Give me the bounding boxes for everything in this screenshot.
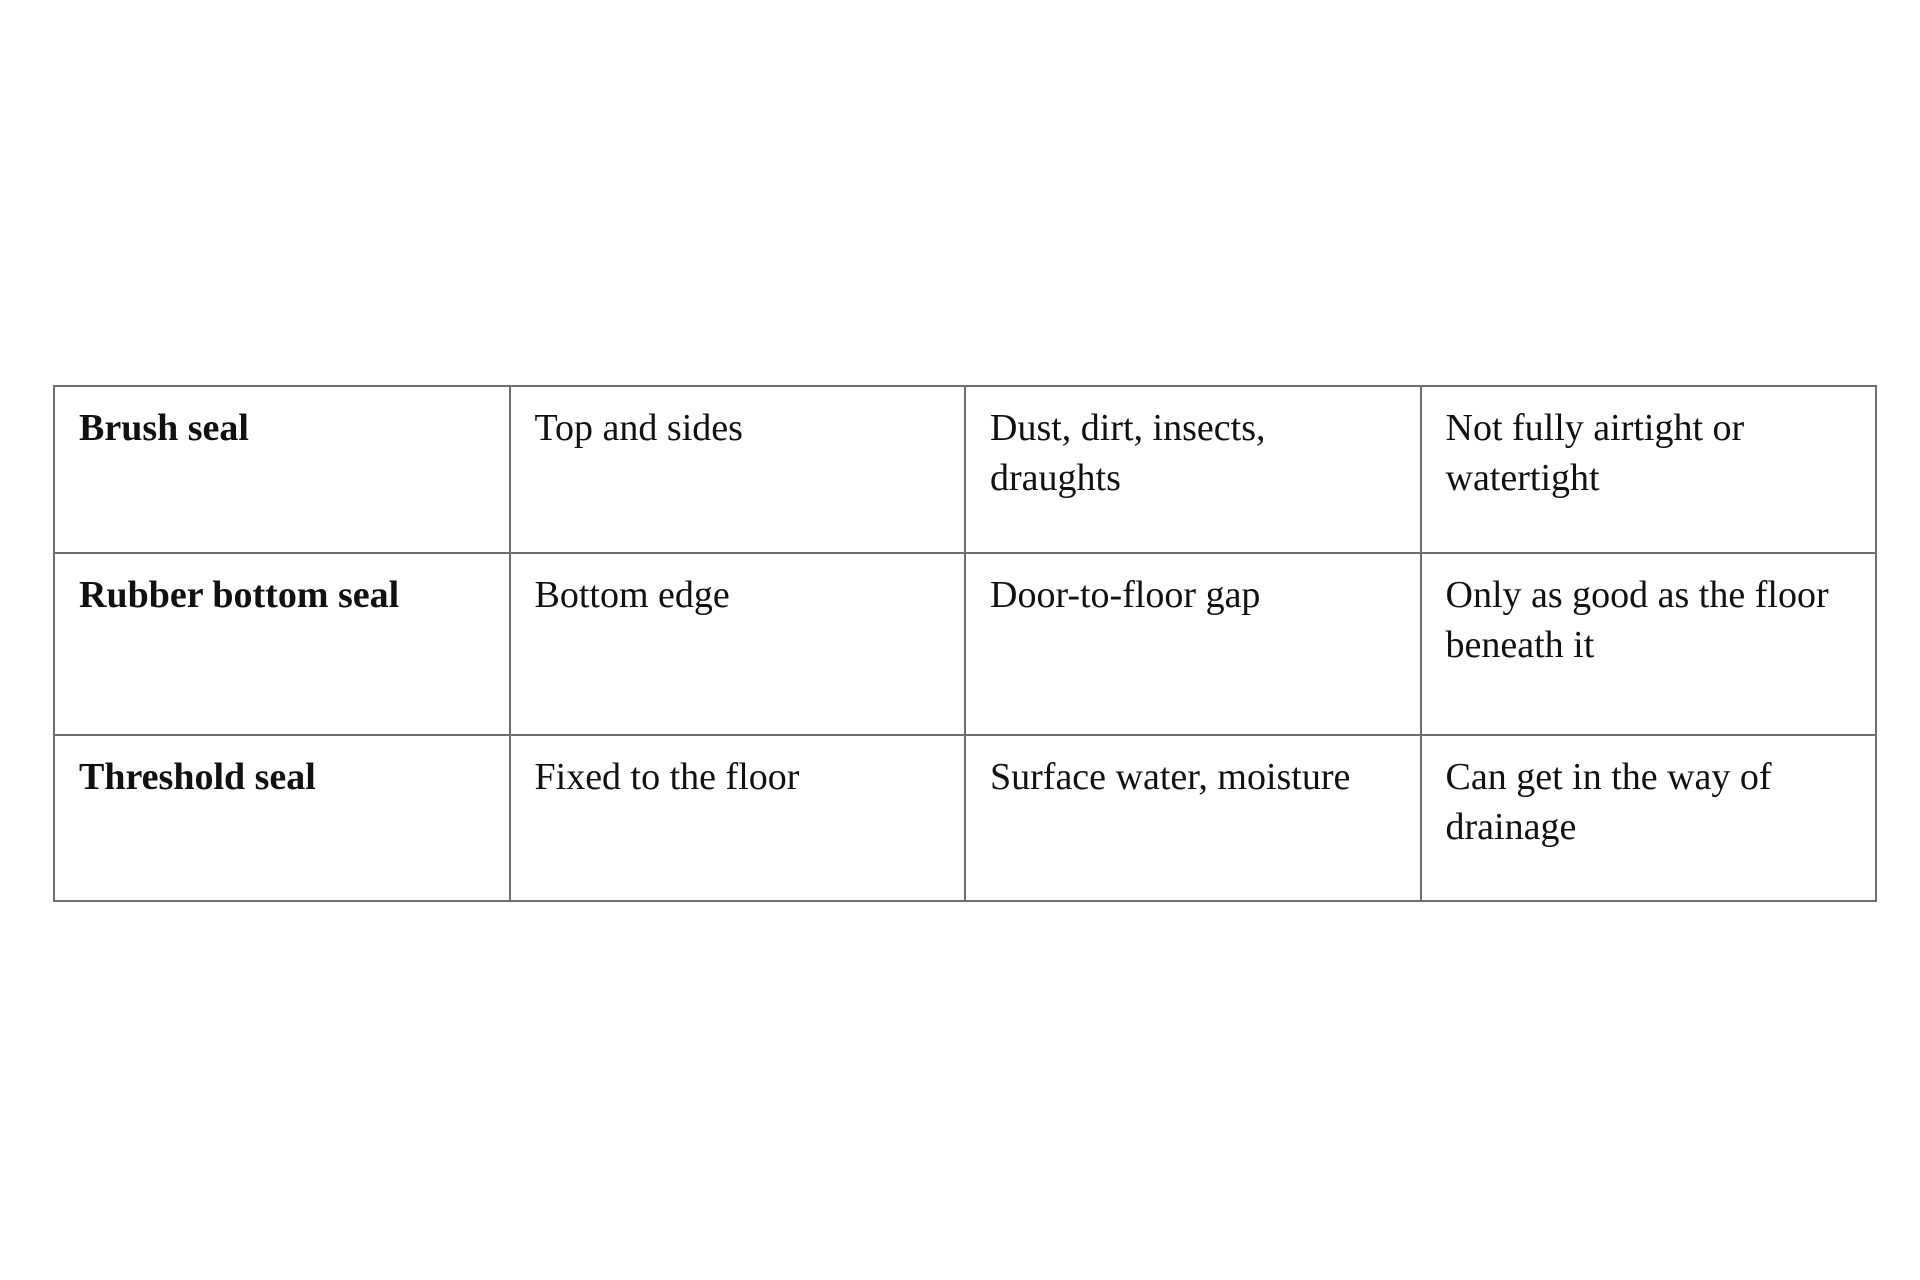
seal-name-cell: Rubber bottom seal	[54, 553, 510, 735]
location-cell: Fixed to the floor	[510, 735, 966, 901]
table-body	[54, 386, 1876, 901]
protects-against-cell: Door-to-floor gap	[965, 553, 1421, 735]
table-row	[54, 386, 1876, 553]
location-cell: Bottom edge	[510, 553, 966, 735]
table-row	[54, 735, 1876, 901]
protects-against-cell: Surface water, moisture	[965, 735, 1421, 901]
limitation-cell: Not fully airtight or watertight	[1421, 386, 1877, 553]
seal-comparison-table	[53, 385, 1877, 902]
seal-name-cell: Threshold seal	[54, 735, 510, 901]
location-cell: Top and sides	[510, 386, 966, 553]
seal-name-cell: Brush seal	[54, 386, 510, 553]
limitation-cell: Can get in the way of drainage	[1421, 735, 1877, 901]
limitation-cell: Only as good as the floor beneath it	[1421, 553, 1877, 735]
protects-against-cell: Dust, dirt, insects, draughts	[965, 386, 1421, 553]
table-row	[54, 553, 1876, 735]
